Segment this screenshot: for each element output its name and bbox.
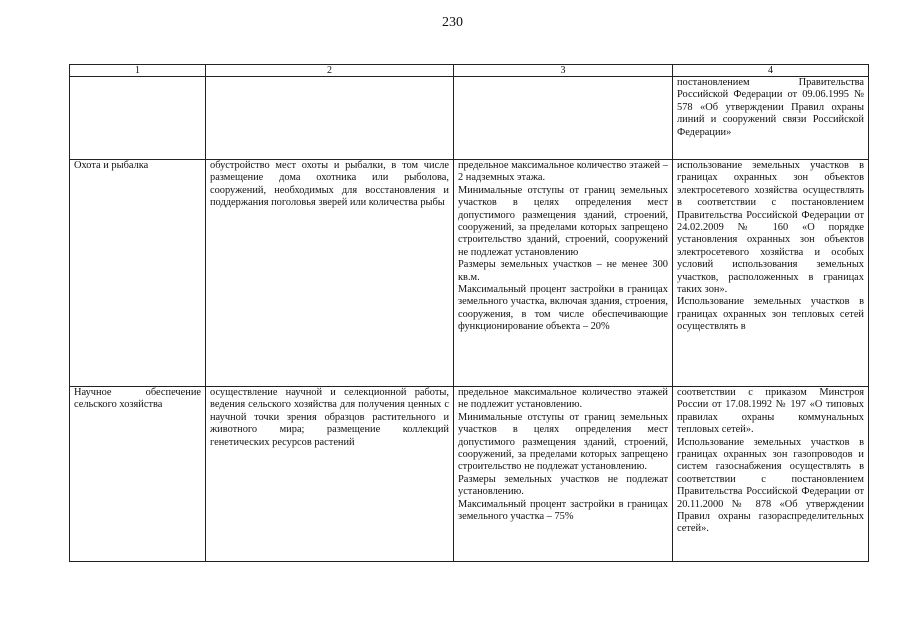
parameter-paragraph: Минимальные отступы от границ земельных участков в целях определения мест допустимого размещения зданий, строений, сооружений, за пределами которых запрещено строительство зданий, строений, сооружений не подлежат установлению [458,184,668,258]
parameter-paragraph: Размеры земельных участков не подлежат установлению. [458,473,668,498]
parameter-paragraph: Минимальные отступы от границ земельных участков в целях определения мест допустимого размещения зданий, строений, сооружений, за пределами которых запрещено строительство не подлежат установлению. [458,411,668,473]
restrictions-cell [673,77,869,160]
parameter-paragraph: предельное максимальное количество этажей – 2 надземных этажа. [458,160,668,184]
land-use-description-cell [206,77,454,160]
parameters-cell [454,387,673,562]
restriction-paragraph: Использование земельных участков в границах охранных зон тепловых сетей осуществлять в [677,296,864,333]
page-number: 230 [442,15,463,30]
parameters-cell [454,160,673,387]
column-header: 1 [70,65,206,77]
restriction-paragraph: Использование земельных участков в границах охранных зон газопроводов и систем газоснабжения осуществлять в соответствии с постановлением Правительства Российской Федерации от 20.11.2000 № 878 «Об утверждении Правил охраны газораспределительных сетей». [677,436,864,535]
land-use-name-cell: Охота и рыбалка [70,160,206,387]
land-use-name-cell [70,77,206,160]
table-row [70,160,869,387]
column-header: 2 [206,65,454,77]
land-use-description-cell: осуществление научной и селекционной работы, ведения сельского хозяйства для получения ценных с научной точки зрения образцов растительного и животного мира; размещение коллекций генетических ресурсов растений [206,387,454,562]
column-header: 4 [673,65,869,77]
table-row [70,387,869,562]
restrictions-cell [673,387,869,562]
restrictions-cell [673,160,869,387]
restriction-paragraph: соответствии с приказом Минстроя России от 17.08.1992 № 197 «О типовых правилах охраны коммунальных тепловых сетей». [677,387,864,436]
column-header: 3 [454,65,673,77]
parameter-paragraph: Максимальный процент застройки в границах земельного участка – 75% [458,498,668,523]
parameters-cell [454,77,673,160]
parameter-paragraph: предельное максимальное количество этажей не подлежит установлению. [458,387,668,411]
parameter-paragraph: Максимальный процент застройки в границах земельного участка, включая здания, строения, сооружения, в том числе обеспечивающие функционирование объекта – 20% [458,284,668,333]
land-use-description-cell: обустройство мест охоты и рыбалки, в том числе размещение дома охотника или рыболова, сооружений, необходимых для восстановления и поддержания поголовья зверей или количества рыбы [206,160,454,387]
restriction-paragraph: постановлением Правительства Российской Федерации от 09.06.1995 № 578 «Об утверждении Правил охраны линий и сооружений связи Российской Федерации» [677,77,864,138]
restriction-paragraph: использование земельных участков в границах охранных зон объектов электросетевого хозяйства осуществлять в соответствии с постановлением Правительства Российской Федерации от 24.02.2009 № 160 «О порядке установления охранных зон объектов электросетевого хозяйства и особых условий использования земельных участков, расположенных в границах таких зон». [677,160,864,296]
parameter-paragraph: Размеры земельных участков – не менее 300 кв.м. [458,259,668,283]
header-row [70,65,869,77]
land-use-name-cell: Научное обеспечение сельского хозяйства [70,387,206,562]
table-row [70,77,869,160]
land-use-table [69,64,869,562]
